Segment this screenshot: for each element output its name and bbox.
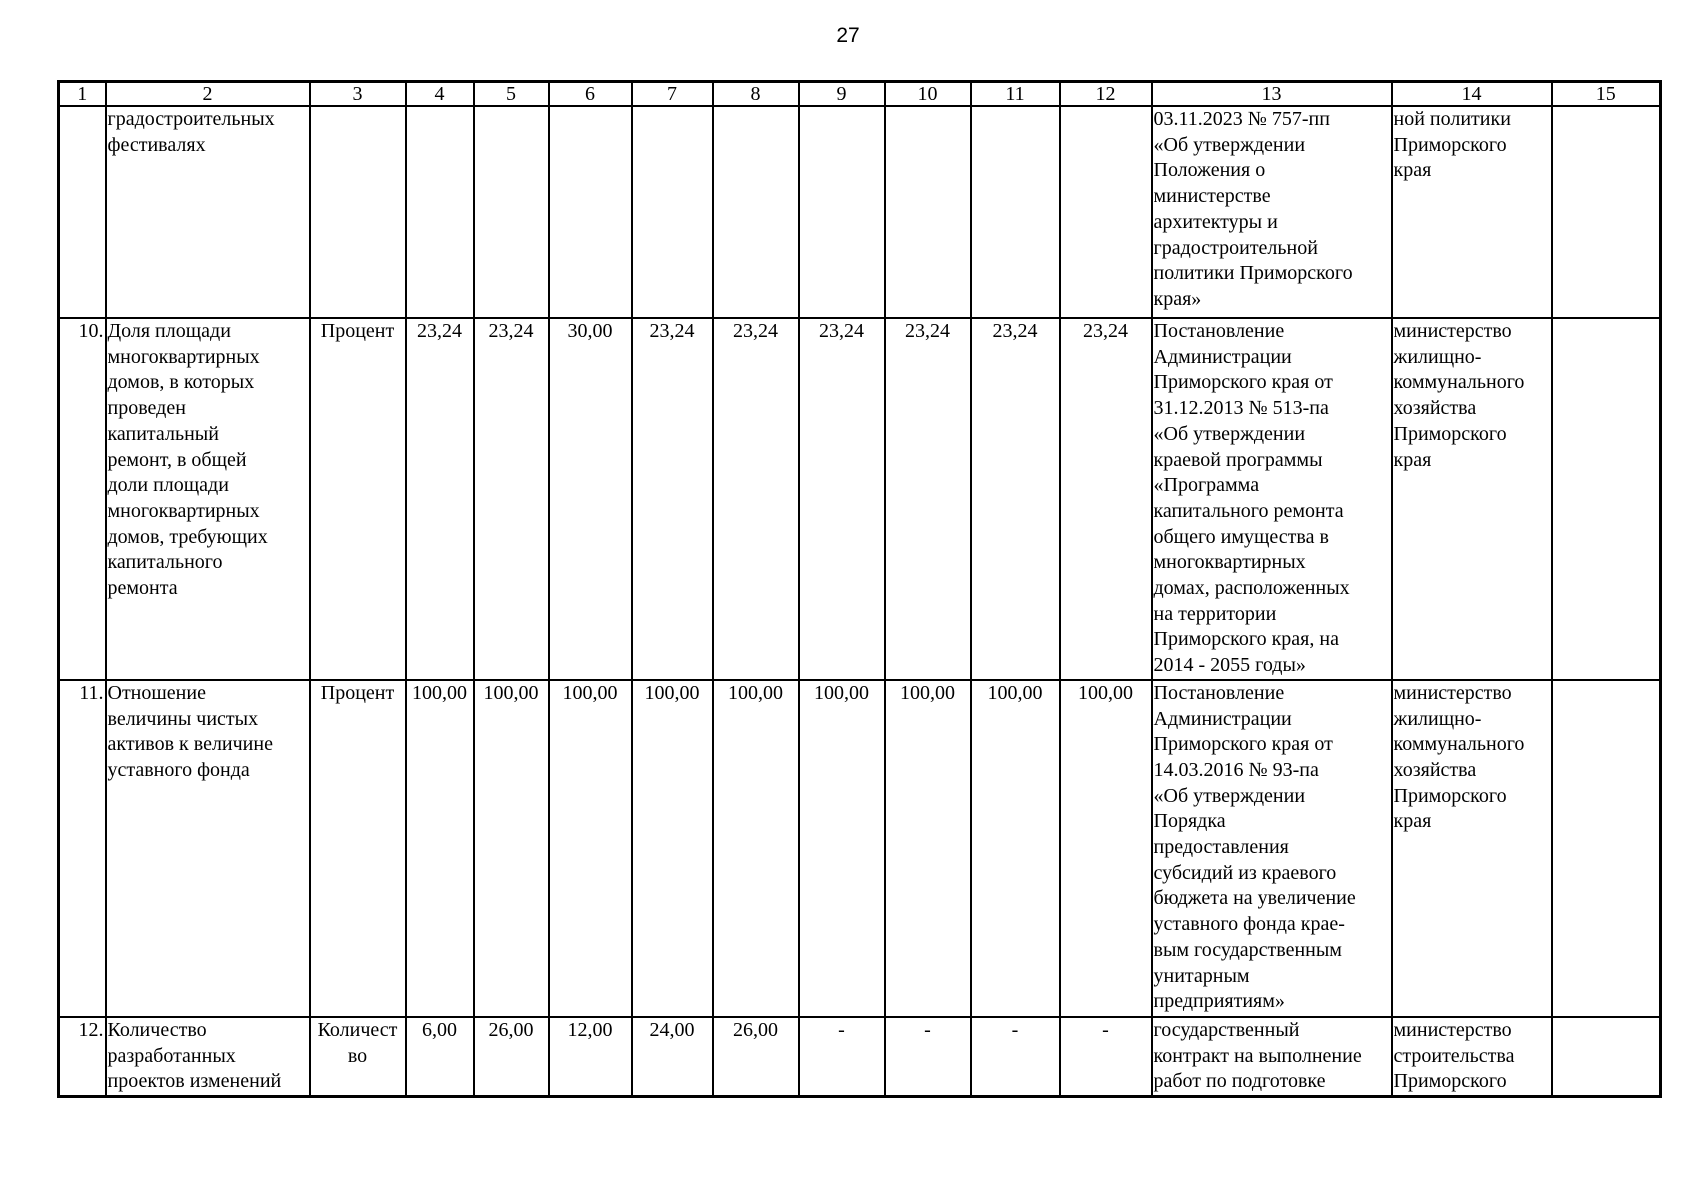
legal-basis-line: контракт на выполнение [1153,1044,1362,1067]
legal-basis-line: «Об утверждении [1153,784,1306,807]
legal-basis-line: государственный [1153,1018,1300,1041]
value-cell-col-6: 30,00 [549,318,632,680]
responsible-body-line: строительства [1393,1044,1515,1067]
responsible-body-cell [1392,318,1552,680]
header-cell-1: 1 [59,82,106,107]
header-cell-7: 7 [632,82,713,107]
legal-basis-cell [1152,106,1392,318]
indicator-name-cell [106,1017,310,1097]
column-15-cell [1552,680,1661,1017]
legal-basis-line: домах, расположенных [1153,577,1350,600]
legal-basis-line: на территории [1153,602,1277,625]
value-cell-col-6 [549,106,632,318]
legal-basis-line: «Об утверждении [1153,133,1306,156]
indicator-name-line: Количество [107,1018,207,1041]
value-cell-col-12 [1060,106,1152,318]
legal-basis-line: Приморского края от [1153,371,1333,394]
legal-basis-line: унитарным [1153,964,1250,987]
row-number-cell [59,106,106,318]
indicator-name-line: проведен [107,397,186,420]
legal-basis-line: Администрации [1153,345,1292,368]
responsible-body-line: министерство [1393,1018,1512,1041]
unit-line: Процент [320,320,395,342]
legal-basis-line: общего имущества в [1153,525,1329,548]
unit-cell [310,680,406,1017]
value-cell-col-11: 100,00 [971,680,1060,1017]
legal-basis-line: уставного фонда крае- [1153,913,1345,936]
header-cell-15: 15 [1552,82,1661,107]
indicators-table [57,80,1662,1098]
value-cell-col-12: 100,00 [1060,680,1152,1017]
legal-basis-line: бюджета на увеличение [1153,887,1356,910]
value-cell-col-9: 100,00 [799,680,885,1017]
indicator-name-line: уставного фонда [107,758,250,781]
value-cell-col-7 [632,106,713,318]
value-cell-col-12: 23,24 [1060,318,1152,680]
value-cell-col-5: 26,00 [474,1017,549,1097]
responsible-body-line: жилищно- [1393,345,1482,368]
legal-basis-cell [1152,680,1392,1017]
legal-basis-line: краевой программы [1153,448,1323,471]
legal-basis-line: Приморского края, на [1153,628,1339,651]
indicator-name-line: капитального [107,551,223,574]
legal-basis-line: Порядка [1153,810,1226,833]
value-cell-col-9 [799,106,885,318]
legal-basis-line: 14.03.2016 № 93-па [1153,758,1319,781]
header-cell-5: 5 [474,82,549,107]
indicator-name-line: Отношение [107,681,206,704]
value-cell-col-7: 24,00 [632,1017,713,1097]
responsible-body-line: Приморского [1393,1070,1507,1093]
legal-basis-line: архитектуры и [1153,210,1278,233]
table-row [59,106,1661,318]
header-cell-9: 9 [799,82,885,107]
value-cell-col-8: 23,24 [713,318,799,680]
indicator-name-line: разработанных [107,1044,236,1067]
table-row [59,1017,1661,1097]
value-cell-col-4: 6,00 [406,1017,474,1097]
header-cell-6: 6 [549,82,632,107]
responsible-body-cell [1392,680,1552,1017]
indicator-name-cell [106,318,310,680]
legal-basis-line: работ по подготовке [1153,1070,1326,1093]
page-number: 27 [836,24,860,47]
value-cell-col-4: 23,24 [406,318,474,680]
responsible-body-line: Приморского [1393,784,1507,807]
legal-basis-line: Постановление [1153,320,1285,342]
value-cell-col-9: 23,24 [799,318,885,680]
value-cell-col-11 [971,106,1060,318]
legal-basis-line: предприятиям» [1153,990,1285,1013]
legal-basis-cell [1152,318,1392,680]
value-cell-col-8 [713,106,799,318]
value-cell-col-5 [474,106,549,318]
value-cell-col-4 [406,106,474,318]
unit-line: Количест [317,1018,398,1041]
header-cell-4: 4 [406,82,474,107]
value-cell-col-10: - [885,1017,971,1097]
column-15-cell [1552,106,1661,318]
legal-basis-line: вым государственным [1153,938,1342,961]
indicator-name-line: доли площади [107,474,229,497]
responsible-body-line: ной политики [1393,108,1511,130]
table-row [59,318,1661,680]
value-cell-col-10 [885,106,971,318]
value-cell-col-6: 12,00 [549,1017,632,1097]
row-number-cell: 12. [59,1017,106,1097]
header-cell-11: 11 [971,82,1060,107]
legal-basis-line: капитального ремонта [1153,499,1344,522]
responsible-body-line: коммунального [1393,733,1525,756]
unit-line: во [347,1044,368,1067]
column-15-cell [1552,318,1661,680]
value-cell-col-7: 100,00 [632,680,713,1017]
legal-basis-line: Администрации [1153,707,1292,730]
legal-basis-line: 2014 - 2055 годы» [1153,654,1306,677]
indicator-name-cell [106,680,310,1017]
header-cell-13: 13 [1152,82,1392,107]
row-number-cell: 11. [59,680,106,1017]
indicator-name-line: ремонта [107,577,178,600]
responsible-body-line: Приморского [1393,133,1507,156]
responsible-body-line: хозяйства [1393,397,1477,420]
table-row [59,680,1661,1017]
value-cell-col-8: 26,00 [713,1017,799,1097]
legal-basis-cell [1152,1017,1392,1097]
indicator-name-cell [106,106,310,318]
header-cell-3: 3 [310,82,406,107]
legal-basis-line: многоквартирных [1153,551,1306,574]
responsible-body-line: коммунального [1393,371,1525,394]
value-cell-col-5: 100,00 [474,680,549,1017]
indicator-name-line: проектов изменений [107,1070,282,1093]
header-cell-14: 14 [1392,82,1552,107]
responsible-body-line: края [1393,448,1432,471]
indicator-name-line: ремонт, в общей [107,448,247,471]
indicator-name-line: величины чистых [107,707,259,730]
unit-cell [310,1017,406,1097]
value-cell-col-6: 100,00 [549,680,632,1017]
responsible-body-line: министерство [1393,681,1512,704]
value-cell-col-8: 100,00 [713,680,799,1017]
value-cell-col-5: 23,24 [474,318,549,680]
value-cell-col-10: 100,00 [885,680,971,1017]
indicator-name-line: Доля площади [107,320,231,342]
value-cell-col-12: - [1060,1017,1152,1097]
responsible-body-cell [1392,1017,1552,1097]
legal-basis-line: «Программа [1153,474,1260,497]
legal-basis-line: Постановление [1153,681,1285,704]
responsible-body-line: края [1393,159,1432,182]
header-row [59,82,1661,107]
value-cell-col-10: 23,24 [885,318,971,680]
header-cell-8: 8 [713,82,799,107]
responsible-body-line: министерство [1393,320,1512,342]
unit-line: Процент [320,681,395,704]
value-cell-col-7: 23,24 [632,318,713,680]
legal-basis-line: градостроительной [1153,236,1318,259]
value-cell-col-4: 100,00 [406,680,474,1017]
indicator-name-line: домов, в которых [107,371,255,394]
legal-basis-line: министерстве [1153,185,1271,208]
responsible-body-line: жилищно- [1393,707,1482,730]
legal-basis-line: субсидий из краевого [1153,861,1337,884]
legal-basis-line: края» [1153,287,1202,310]
value-cell-col-11: - [971,1017,1060,1097]
column-15-cell [1552,1017,1661,1097]
legal-basis-line: 03.11.2023 № 757-пп [1153,108,1330,130]
responsible-body-line: Приморского [1393,422,1507,445]
header-cell-12: 12 [1060,82,1152,107]
header-cell-10: 10 [885,82,971,107]
responsible-body-line: хозяйства [1393,758,1477,781]
legal-basis-line: предоставления [1153,836,1289,859]
header-cell-2: 2 [106,82,310,107]
responsible-body-cell [1392,106,1552,318]
legal-basis-line: «Об утверждении [1153,422,1306,445]
value-cell-col-9: - [799,1017,885,1097]
legal-basis-line: Положения о [1153,159,1266,182]
legal-basis-line: политики Приморского [1153,262,1353,285]
indicator-name-line: многоквартирных [107,345,260,368]
legal-basis-line: Приморского края от [1153,733,1333,756]
unit-cell [310,106,406,318]
indicator-name-line: фестивалях [107,133,206,156]
indicator-name-line: многоквартирных [107,499,260,522]
indicator-name-line: активов к величине [107,733,273,756]
responsible-body-line: края [1393,810,1432,833]
value-cell-col-11: 23,24 [971,318,1060,680]
unit-cell [310,318,406,680]
legal-basis-line: 31.12.2013 № 513-па [1153,397,1329,420]
row-number-cell: 10. [59,318,106,680]
indicator-name-line: домов, требующих [107,525,268,548]
indicator-name-line: капитальный [107,422,219,445]
indicator-name-line: градостроительных [107,108,275,130]
